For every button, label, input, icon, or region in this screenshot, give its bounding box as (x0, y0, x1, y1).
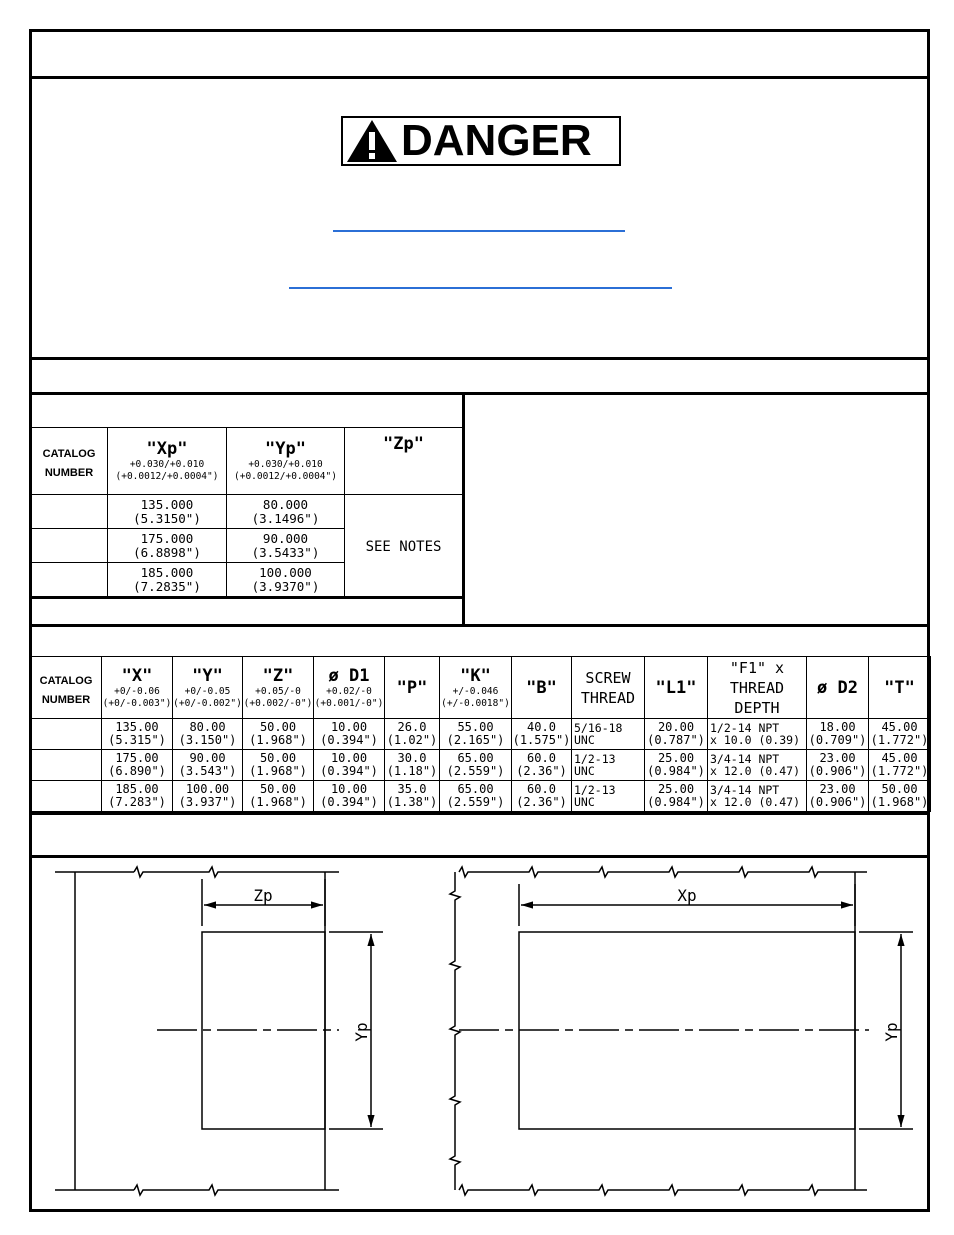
yp-cell: 90.000 (3.5433") (227, 529, 345, 563)
table-cell: 3/4-14 NPT x 12.0 (0.47) (708, 781, 807, 812)
link-underline-2[interactable] (289, 287, 672, 289)
table-cell: 50.00 (1.968") (243, 781, 314, 812)
table-cell: 10.00 (0.394") (314, 750, 385, 781)
table-cell: 80.00 (3.150") (173, 719, 243, 750)
table-row (31, 781, 931, 812)
table1-header-catalog: CATALOG NUMBER (31, 428, 108, 495)
xp-cell: 135.000 (5.3150") (108, 495, 227, 529)
catalog-number-cell (31, 563, 108, 597)
table-cell: 1/2-13 UNC (572, 781, 645, 812)
table-cell: 55.00 (2.165") (440, 719, 512, 750)
danger-label: DANGER (401, 116, 592, 165)
front-view (450, 867, 913, 1195)
table-cell: 65.00 (2.559") (440, 781, 512, 812)
zp-note-cell: SEE NOTES (345, 495, 463, 597)
table-cell: 3/4-14 NPT x 12.0 (0.47) (708, 750, 807, 781)
table2-header: "Z" +0.05/-0 (+0.002/-0") (243, 657, 314, 719)
table-cell: 1/2-13 UNC (572, 750, 645, 781)
table-cell: 185.00 (7.283") (102, 781, 173, 812)
table-row (31, 750, 931, 781)
table-cell: 50.00 (1.968") (243, 750, 314, 781)
yp-dimension-label-right: Yp (882, 1022, 901, 1042)
section-divider (29, 76, 930, 79)
catalog-number-cell (31, 495, 108, 529)
xp-dimension-label: Xp (677, 886, 697, 905)
catalog-number-cell (31, 781, 102, 812)
warning-triangle-icon (345, 118, 399, 164)
table-cell: 26.0 (1.02") (385, 719, 440, 750)
table-cell: 50.00 (1.968") (243, 719, 314, 750)
section-divider (29, 392, 930, 395)
yp-cell: 100.000 (3.9370") (227, 563, 345, 597)
table-cell: 25.00 (0.984") (645, 750, 708, 781)
xp-cell: 175.000 (6.8898") (108, 529, 227, 563)
table-cell: 175.00 (6.890") (102, 750, 173, 781)
table-cell: 65.00 (2.559") (440, 750, 512, 781)
table-cell: 100.00 (3.937") (173, 781, 243, 812)
table2-header: "Y" +0/-0.05 (+0/-0.002") (173, 657, 243, 719)
table1-header-zp: "Zp" (345, 428, 463, 495)
table2-header: "B" (512, 657, 572, 719)
section-divider (29, 624, 930, 627)
table2-header: "L1" (645, 657, 708, 719)
section-divider (29, 357, 930, 360)
table-cell: 1/2-14 NPT x 10.0 (0.39) (708, 719, 807, 750)
catalog-number-cell (31, 719, 102, 750)
table1-header-xp: "Xp" +0.030/+0.010 (+0.0012/+0.0004") (108, 428, 227, 495)
table2-header: "T" (869, 657, 931, 719)
table-cell: 60.0 (2.36") (512, 781, 572, 812)
table-cell: 45.00 (1.772") (869, 719, 931, 750)
link-underline-1[interactable] (333, 230, 625, 232)
xp-cell: 185.000 (7.2835") (108, 563, 227, 597)
table-cell: 10.00 (0.394") (314, 781, 385, 812)
table2-header: "F1" x THREAD DEPTH (708, 657, 807, 719)
table-cell: 23.00 (0.906") (807, 781, 869, 812)
table-cell: 40.0 (1.575") (512, 719, 572, 750)
table2-header: "P" (385, 657, 440, 719)
table-row (31, 495, 463, 529)
danger-sign (341, 116, 621, 166)
bushing-dimension-table (30, 656, 931, 812)
catalog-number-cell (31, 750, 102, 781)
table-cell: 20.00 (0.787") (645, 719, 708, 750)
table-cell: 23.00 (0.906") (807, 750, 869, 781)
table2-header: SCREW THREAD (572, 657, 645, 719)
table-cell: 30.0 (1.18") (385, 750, 440, 781)
table-cell: 5/16-18 UNC (572, 719, 645, 750)
table-cell: 25.00 (0.984") (645, 781, 708, 812)
table2-header: ø D2 (807, 657, 869, 719)
zp-dimension-label: Zp (253, 886, 273, 905)
table-cell: 45.00 (1.772") (869, 750, 931, 781)
yp-cell: 80.000 (3.1496") (227, 495, 345, 529)
catalog-number-cell (31, 529, 108, 563)
table-cell: 60.0 (2.36") (512, 750, 572, 781)
table2-header: ø D1 +0.02/-0 (+0.001/-0") (314, 657, 385, 719)
table2-header: "K" +/-0.046 (+/-0.0018") (440, 657, 512, 719)
table-cell: 18.00 (0.709") (807, 719, 869, 750)
dimension-drawing (29, 856, 930, 1210)
table-cell: 135.00 (5.315") (102, 719, 173, 750)
table-cell: 90.00 (3.543") (173, 750, 243, 781)
table-cell: 10.00 (0.394") (314, 719, 385, 750)
pin-dimension-table (30, 427, 463, 597)
table-cell: 50.00 (1.968") (869, 781, 931, 812)
table2-header: "X" +0/-0.06 (+0/-0.003") (102, 657, 173, 719)
table1-header-yp: "Yp" +0.030/+0.010 (+0.0012/+0.0004") (227, 428, 345, 495)
section-divider (29, 812, 930, 815)
yp-dimension-label-left: Yp (352, 1022, 371, 1042)
table-cell: 35.0 (1.38") (385, 781, 440, 812)
table-row (31, 719, 931, 750)
side-view (55, 867, 383, 1195)
table2-header-catalog: CATALOG NUMBER (31, 657, 102, 719)
